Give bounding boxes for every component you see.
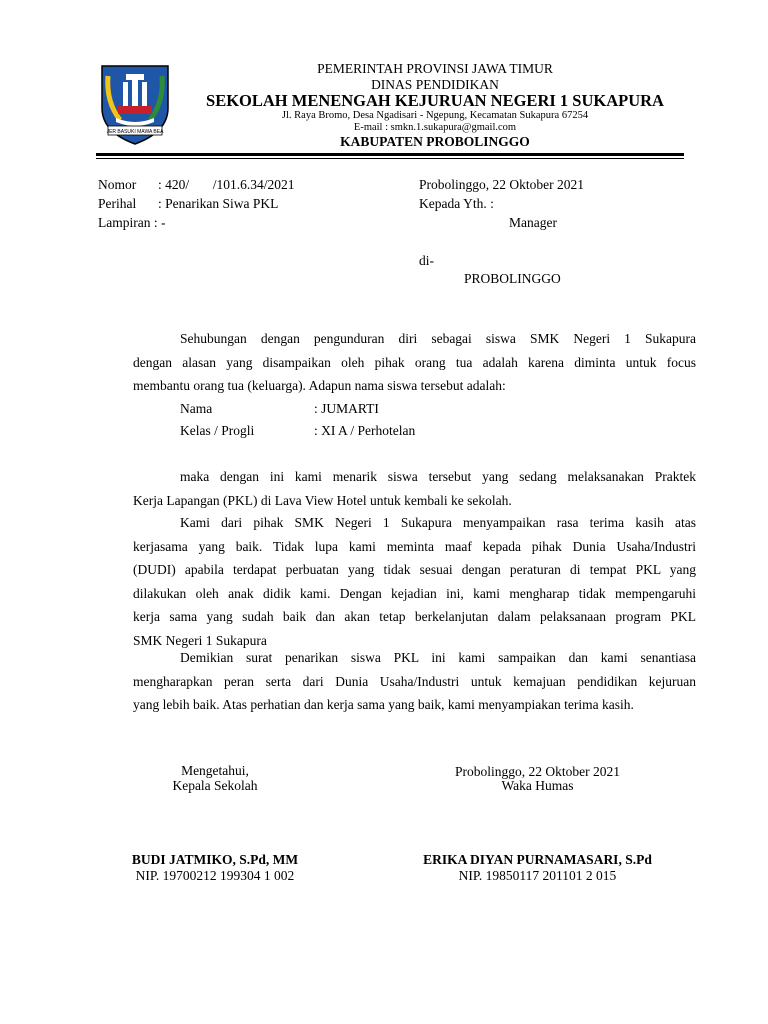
paragraph-line: maka dengan ini kami menarik siswa tersebut yang sedang melaksanakan Praktek — [180, 469, 696, 484]
perihal-label: Perihal — [98, 196, 137, 211]
paragraph-line: kerja sama yang sudah baik dan akan tetap berkelanjutan dalam pelaksanaan program PKL — [133, 609, 696, 624]
paragraph-1 — [133, 327, 696, 398]
header-divider-thick — [96, 153, 684, 156]
signature-left-caption: Mengetahui, — [181, 763, 249, 778]
header-email: E-mail : smkn.1.sukapura@gmail.com — [353, 122, 517, 133]
paragraph-line: membantu orang tua (keluarga). Adapun nama siswa tersebut adalah: — [133, 378, 506, 393]
place-date: Probolinggo, 22 Oktober 2021 — [419, 177, 584, 192]
kepada: Kepada Yth. : — [419, 196, 494, 211]
signature-left-role: Kepala Sekolah — [172, 778, 258, 793]
paragraph-4 — [133, 646, 696, 717]
signature-left-nip: NIP. 19700212 199304 1 002 — [135, 868, 295, 883]
paragraph-3 — [133, 511, 696, 652]
paragraph-line: (DUDI) apabila terdapat perbuatan yang tidak sesuai dengan peraturan di tempat PKL yang — [133, 562, 696, 577]
paragraph-line: Kerja Lapangan (PKL) di Lava View Hotel untuk kembali ke sekolah. — [133, 492, 512, 508]
paragraph-line: SMK Negeri 1 Sukapura — [133, 632, 267, 648]
paragraph-line: kerjasama yang baik. Tidak lupa kami meminta maaf kepada pihak Dunia Usaha/Industri — [133, 538, 696, 554]
header-regency: KABUPATEN PROBOLINGGO — [340, 134, 530, 149]
paragraph-line: dengan alasan yang disampaikan oleh pihak orang tua adalah karena diminta untuk focus — [133, 354, 696, 370]
di-label: di- — [419, 253, 434, 268]
student-class-label: Kelas / Progli — [180, 423, 255, 438]
nomor-label: Nomor — [98, 177, 137, 192]
header-school-name: SEKOLAH MENENGAH KEJURUAN NEGERI 1 SUKAPURA — [206, 91, 664, 110]
signature-right-date: Probolinggo, 22 Oktober 2021 — [455, 764, 620, 779]
student-name-label: Nama — [180, 401, 213, 416]
header-address: Jl. Raya Bromo, Desa Ngadisari - Ngepung, Kecamatan Sukapura 67254 — [281, 110, 589, 121]
signature-right-name: ERIKA DIYAN PURNAMASARI, S.Pd — [423, 852, 652, 867]
student-class-value: : XI A / Perhotelan — [314, 423, 416, 438]
paragraph-line: dilakukan oleh anak didik kami. Dengan kejadian ini, kami mengharap tidak mempengaruhi — [133, 585, 696, 601]
header-government: PEMERINTAH PROVINSI JAWA TIMUR — [317, 61, 553, 76]
student-name-value: : JUMARTI — [314, 401, 379, 416]
paragraph-line: Demikian surat penarikan siswa PKL ini kami sampaikan dan kami senantiasa — [180, 650, 696, 665]
recipient: Manager — [509, 215, 557, 230]
signature-right-role: Waka Humas — [501, 778, 574, 793]
provincial-logo — [96, 62, 174, 146]
signature-left-name: BUDI JATMIKO, S.Pd, MM — [131, 852, 299, 867]
nomor-value: : 420/ /101.6.34/2021 — [158, 177, 295, 192]
lampiran: Lampiran : - — [98, 215, 166, 230]
header-department: DINAS PENDIDIKAN — [371, 77, 499, 92]
header-divider-thin — [96, 158, 684, 159]
paragraph-line: mengharapkan peran serta dari Dunia Usaha/Industri untuk kemajuan pendidikan kejuruan — [133, 673, 696, 689]
paragraph-line: Sehubungan dengan pengunduran diri sebagai siswa SMK Negeri 1 Sukapura — [180, 331, 696, 346]
paragraph-2 — [133, 465, 696, 512]
signature-right-nip: NIP. 19850117 201101 2 015 — [458, 868, 617, 883]
perihal-value: : Penarikan Siwa PKL — [158, 196, 279, 211]
logo-motto: JER BASUKI MAWA BEA — [106, 129, 164, 135]
paragraph-line: Kami dari pihak SMK Negeri 1 Sukapura menyampaikan rasa terima kasih atas — [180, 515, 696, 530]
paragraph-line: yang lebih baik. Atas perhatian dan kerja sama yang baik, kami menyampiakan terima kasih. — [133, 697, 634, 712]
recipient-city: PROBOLINGGO — [464, 271, 561, 286]
